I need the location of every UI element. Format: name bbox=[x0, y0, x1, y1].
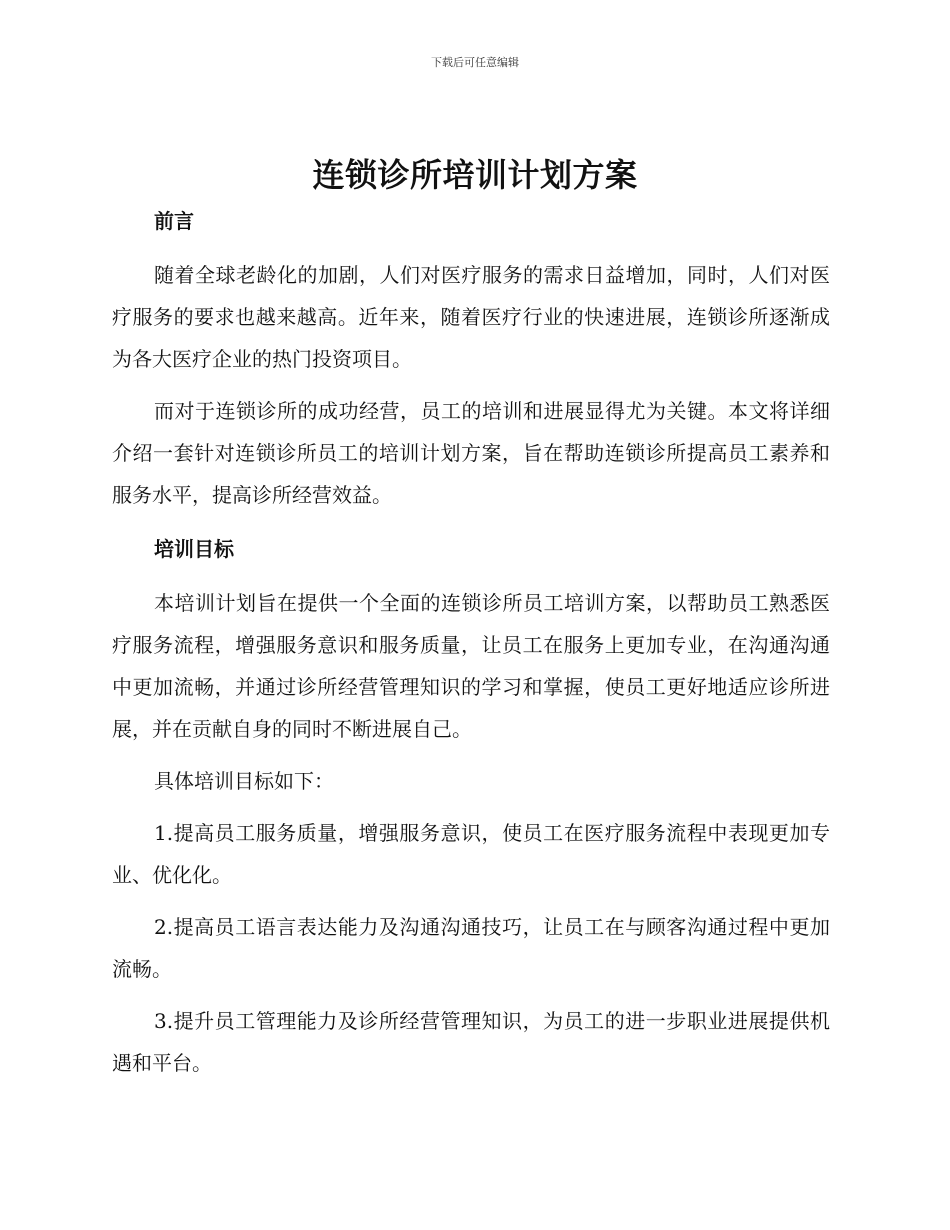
section-heading-preface: 前言 bbox=[154, 209, 194, 233]
list-item: 1.提高员工服务质量，增强服务意识，使员工在医疗服务流程中表现更加专业、优化化。 bbox=[112, 821, 830, 887]
paragraph: 具体培训目标如下： bbox=[154, 769, 334, 793]
paragraph: 随着全球老龄化的加剧，人们对医疗服务的需求日益增加，同时，人们对医疗服务的要求也越来越高。近年来，随着医疗行业的快速进展，连锁诊所逐渐成为各大医疗企业的热门投资项目。 bbox=[112, 263, 830, 371]
document-body bbox=[112, 200, 830, 1084]
paragraph: 本培训计划旨在提供一个全面的连锁诊所员工培训方案，以帮助员工熟悉医疗服务流程，增强服务意识和服务质量，让员工在服务上更加专业，在沟通沟通中更加流畅，并通过诊所经营管理知识的学习和掌握，使员工更好地适应诊所进展，并在贡献自身的同时不断进展自己。 bbox=[112, 591, 830, 741]
list-item: 3.提升员工管理能力及诊所经营管理知识，为员工的进一步职业进展提供机遇和平台。 bbox=[112, 1009, 830, 1075]
paragraph: 而对于连锁诊所的成功经营，员工的培训和进展显得尤为关键。本文将详细介绍一套针对连锁诊所员工的培训计划方案，旨在帮助连锁诊所提高员工素养和服务水平，提高诊所经营效益。 bbox=[112, 399, 830, 507]
document-title: 连锁诊所培训计划方案 bbox=[312, 156, 638, 194]
section-heading-goals: 培训目标 bbox=[154, 537, 234, 561]
list-item: 2.提高员工语言表达能力及沟通沟通技巧，让员工在与顾客沟通过程中更加流畅。 bbox=[112, 915, 830, 981]
page-header: 下载后可任意编辑 bbox=[431, 56, 519, 69]
